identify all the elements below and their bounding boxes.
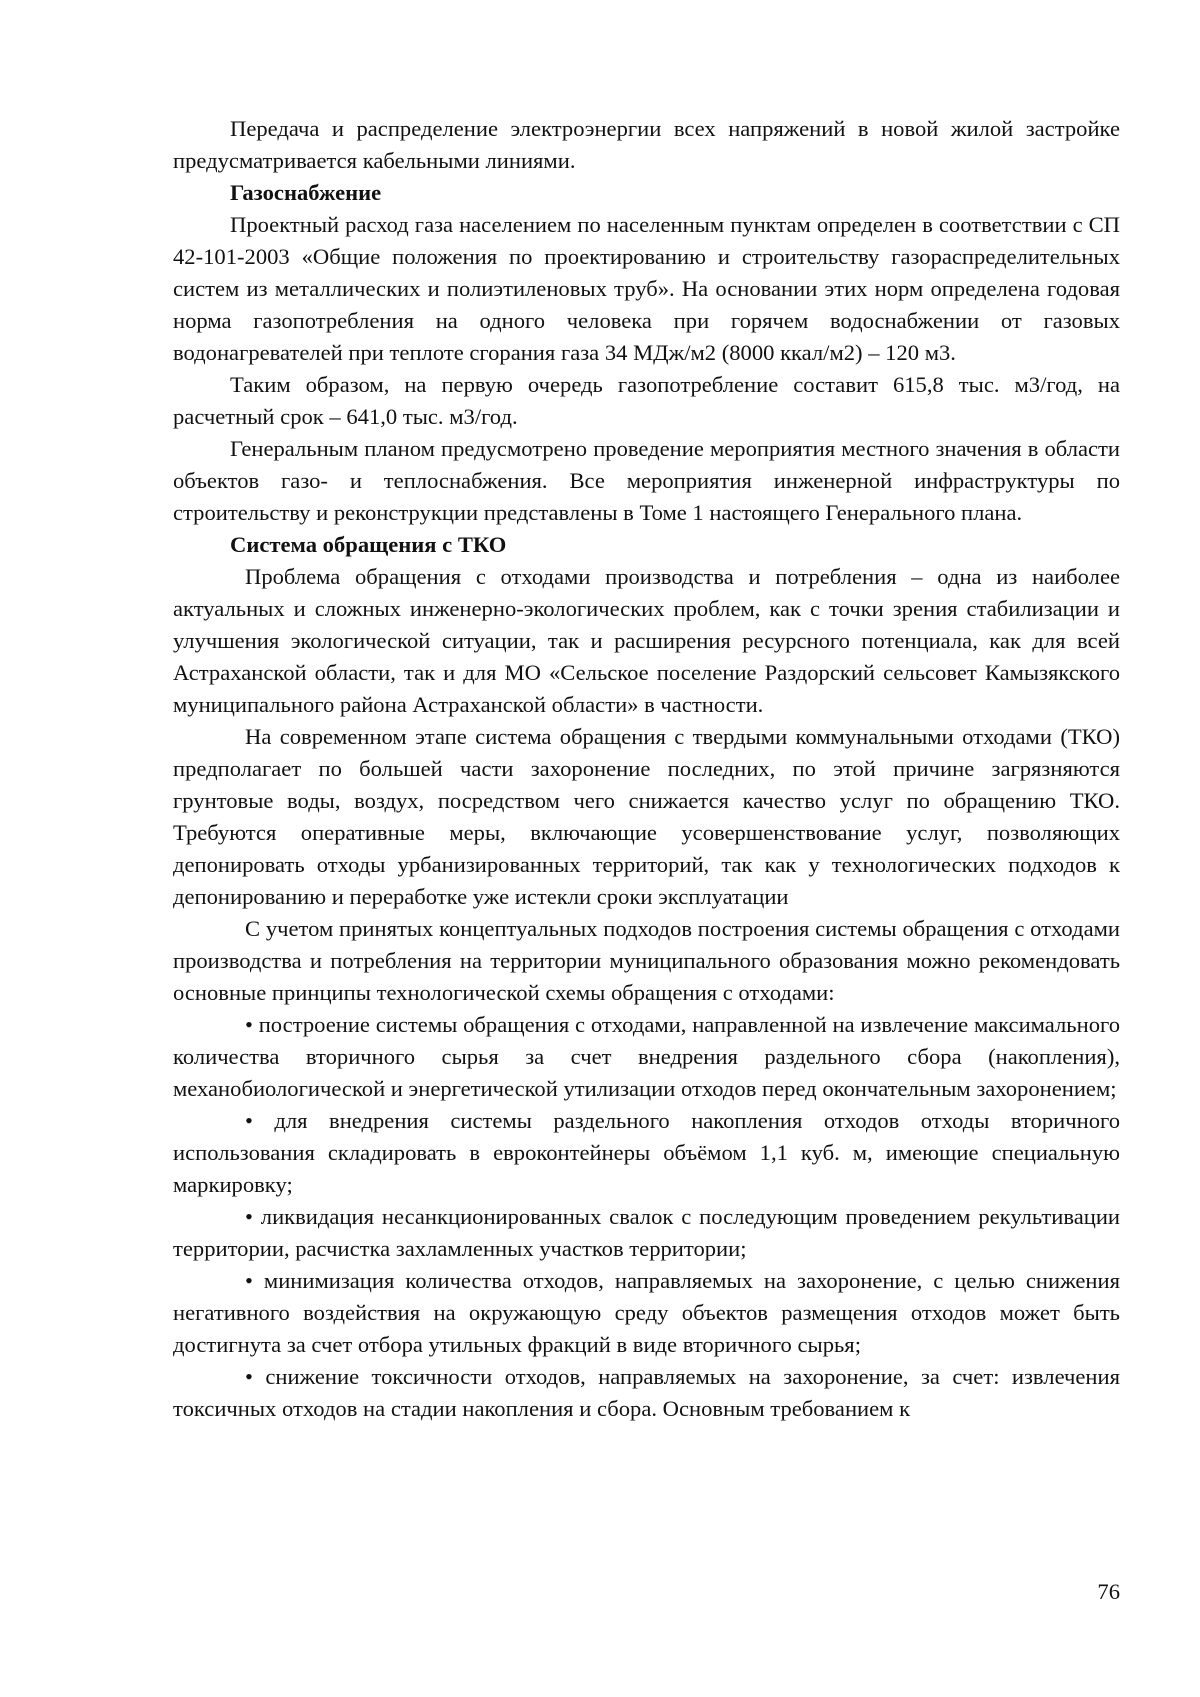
heading-gas-supply: Газоснабжение (230, 180, 382, 205)
paragraph-gas-consumption-norm: Проектный расход газа населением по населенным пунктам определен в соответствии с СП 42-101-2003 «Общие положения по проектированию и строительству газораспределительных систем из металлических и полиэтиленовых труб». На основании этих норм определена годовая норма газопотребления на одного человека при горячем водоснабжении от газовых водонагревателей при теплоте сгорания газа 34 МДж/м2 (8000 ккал/м2) – 120 м3. (173, 212, 1120, 365)
paragraph-general-plan-measures: Генеральным планом предусмотрено проведение мероприятия местного значения в области объектов газо- и теплоснабжения. Все мероприятия инженерной инфраструктуры по строительству и реконструкции представлены в Томе 1 настоящего Генерального плана. (173, 436, 1120, 525)
heading-waste-management: Система обращения с ТКО (230, 532, 507, 557)
paragraph-waste-current-state: На современном этапе система обращения с твердыми коммунальными отходами (ТКО) предполагает по большей части захоронение последних, по этой причине загрязняются грунтовые воды, воздух, посредством чего снижается качество услуг по обращению ТКО. Требуются оперативные меры, включающие усовершенствование услуг, позволяющих депонировать отходы урбанизированных территорий, так как у технологических подходов к депонированию и переработке уже истекли сроки эксплуатации (173, 724, 1120, 909)
list-item: • построение системы обращения с отходами, направленной на извлечение максимального количества вторичного сырья за счет внедрения раздельного сбора (накопления), механобиологической и энергетической утилизации отходов перед окончательным захоронением; (173, 1012, 1120, 1101)
list-item: • минимизация количества отходов, направляемых на захоронение, с целью снижения негативного воздействия на окружающую среду объектов размещения отходов может быть достигнута за счет отбора утильных фракций в виде вторичного сырья; (173, 1268, 1120, 1357)
document-page (173, 113, 1120, 1425)
paragraph-gas-consumption-total: Таким образом, на первую очередь газопотребление составит 615,8 тыс. м3/год, на расчетный срок – 641,0 тыс. м3/год. (173, 372, 1120, 429)
paragraph-waste-principles-intro: С учетом принятых концептуальных подходов построения системы обращения с отходами производства и потребления на территории муниципального образования можно рекомендовать основные принципы технологической схемы обращения с отходами: (173, 916, 1120, 1005)
paragraph-electricity: Передача и распределение электроэнергии всех напряжений в новой жилой застройке предусматривается кабельными линиями. (173, 116, 1120, 173)
paragraph-waste-problem: Проблема обращения с отходами производства и потребления – одна из наиболее актуальных и сложных инженерно-экологических проблем, как с точки зрения стабилизации и улучшения экологической ситуации, так и расширения ресурсного потенциала, как для всей Астраханской области, так и для МО «Сельское поселение Раздорский сельсовет Камызякского муниципального района Астраханской области» в частности. (173, 564, 1120, 717)
list-item: • снижение токсичности отходов, направляемых на захоронение, за счет: извлечения токсичных отходов на стадии накопления и сбора. Основным требованием к (173, 1364, 1120, 1421)
list-item: • ликвидация несанкционированных свалок с последующим проведением рекультивации территории, расчистка захламленных участков территории; (173, 1204, 1120, 1261)
page-number: 76 (1097, 1579, 1120, 1604)
list-item: • для внедрения системы раздельного накопления отходов отходы вторичного использования складировать в евроконтейнеры объёмом 1,1 куб. м, имеющие специальную маркировку; (173, 1108, 1120, 1197)
